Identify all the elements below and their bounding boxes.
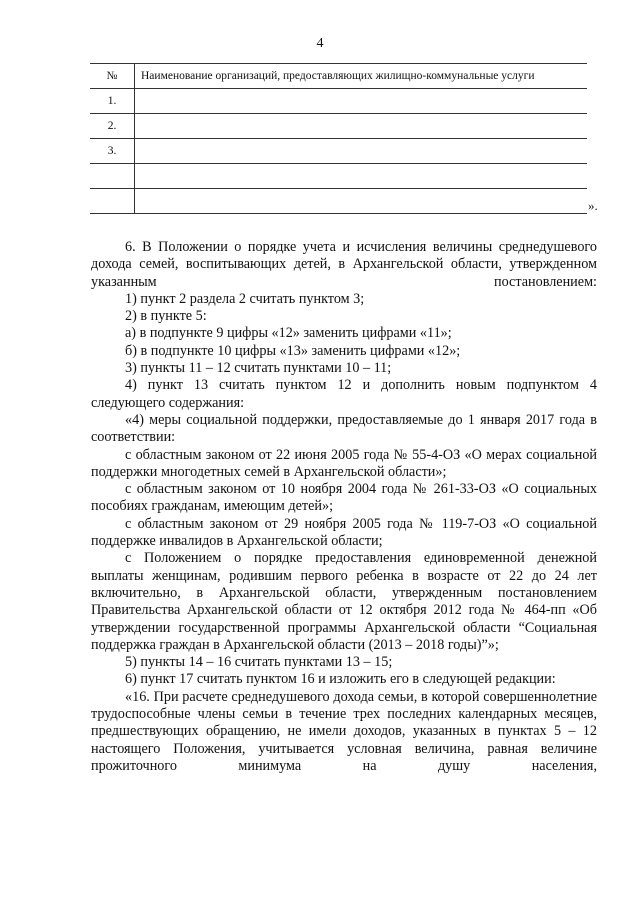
table-cell-organization [135, 114, 588, 139]
table-cell-number: 2. [90, 114, 135, 139]
table-row [90, 89, 587, 114]
paragraph-law-119-7-oz: с областным законом от 29 ноября 2005 года № 119-7-ОЗ «О социальной поддержке инвалидов в Архангельской области; [91, 515, 597, 550]
table-cell-organization [135, 89, 588, 114]
paragraph-item-6: 6. В Положении о порядке учета и исчисления величины среднедушевого дохода семей, воспитывающих детей, в Архангельской области, утвержденном указанным постановлением: [91, 239, 597, 290]
table-cell-number [90, 164, 135, 189]
paragraph-subitem-b: б) в подпункте 10 цифры «13» заменить цифрами «12»; [125, 342, 461, 359]
document-body [91, 239, 597, 775]
paragraph-subitem-a: а) в подпункте 9 цифры «12» заменить цифрами «11»; [125, 325, 452, 342]
paragraph-new-subitem-4: «4) меры социальной поддержки, предоставляемые до 1 января 2017 года в соответствии: [91, 411, 597, 446]
table-cell-organization [135, 164, 588, 189]
paragraph-law-261-33-oz: с областным законом от 10 ноября 2004 года № 261-33-ОЗ «О социальных пособиях гражданам, имеющим детей»; [91, 481, 597, 515]
table-closing-quote: ». [588, 198, 598, 213]
column-header-organization: Наименование организаций, предоставляющих жилищно-коммунальные услуги [135, 64, 588, 89]
table-cell-number: 1. [90, 89, 135, 114]
paragraph-subitem-5: 5) пункты 14 – 16 считать пунктами 13 – 15; [125, 654, 393, 671]
table-cell-number: 3. [90, 139, 135, 164]
table-row [90, 139, 587, 164]
organizations-table [90, 63, 587, 214]
page-number: 4 [316, 36, 324, 51]
table-row [90, 114, 587, 139]
column-header-number: № [90, 64, 135, 89]
table-row [90, 164, 587, 189]
paragraph-subitem-6: 6) пункт 17 считать пунктом 16 и изложить его в следующей редакции: [125, 671, 556, 688]
paragraph-subitem-1: 1) пункт 2 раздела 2 считать пунктом 3; [125, 290, 365, 307]
paragraph-subitem-2: 2) в пункте 5: [125, 308, 207, 325]
paragraph-subitem-4: 4) пункт 13 считать пунктом 12 и дополнить новым подпунктом 4 следующего содержания: [91, 377, 597, 411]
paragraph-regulation-464-pp: с Положением о порядке предоставления единовременной денежной выплаты женщинам, родившим первого ребенка в возрасте от 22 до 24 лет включительно, в Архангельской области, утвержденным постановлением Правительства Архангельской области от 12 октября 2012 года № 464-пп «Об утверждении государственной программы Архангельской области “Социальная поддержка граждан в Архангельской области (2013 – 2018 годы)”»; [91, 550, 597, 653]
paragraph-subitem-3: 3) пункты 11 – 12 считать пунктами 10 – 11; [125, 360, 392, 377]
table-row [90, 189, 587, 214]
table-cell-number [90, 189, 135, 214]
paragraph-law-55-4-oz: с областным законом от 22 июня 2005 года № 55-4-ОЗ «О мерах социальной поддержки многодетных семей в Архангельской области»; [91, 446, 597, 480]
table-cell-organization [135, 189, 588, 214]
table-cell-organization [135, 139, 588, 164]
paragraph-item-16: «16. При расчете среднедушевого дохода семьи, в которой совершеннолетние трудоспособные члены семьи в течение трех последних календарных месяцев, предшествующих обращению, не имели доходов, указанных в пунктах 5 – 12 настоящего Положения, учитывается условная величина, равная величине прожиточного минимума на душу населения, [91, 688, 597, 774]
table-header-row [90, 64, 587, 89]
